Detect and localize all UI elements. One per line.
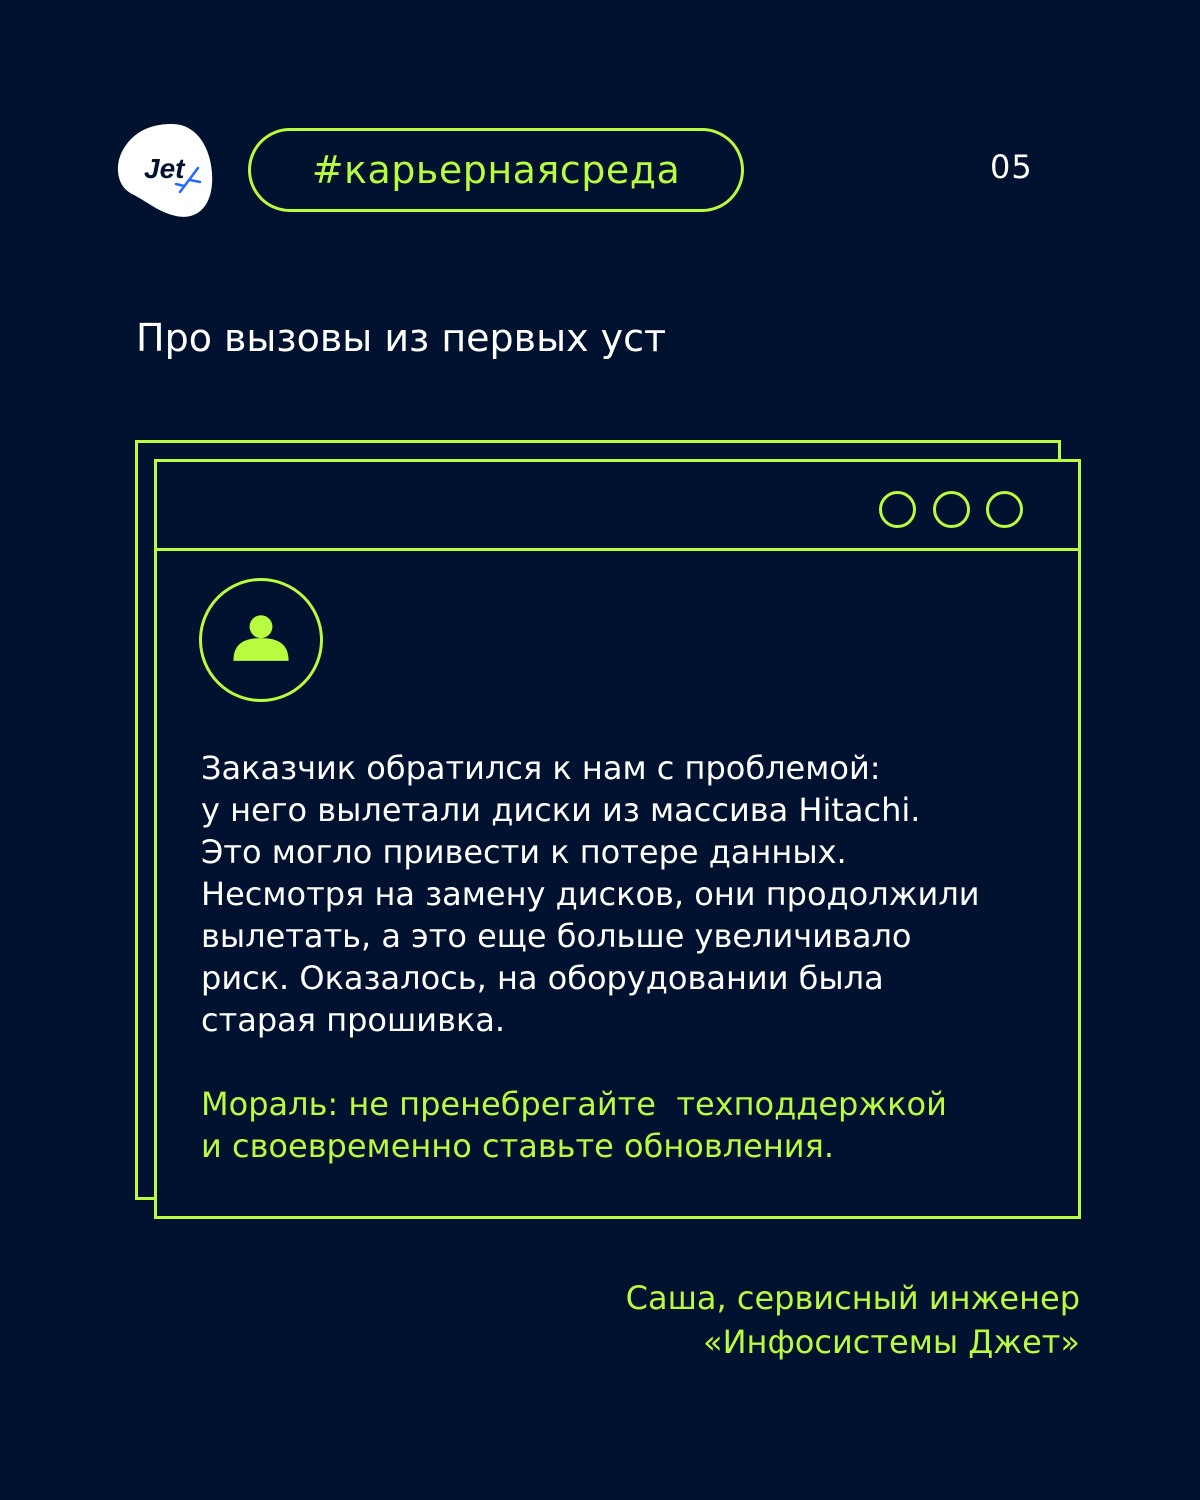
story-line: риск. Оказалось, на оборудовании была [201, 959, 884, 997]
author-company: «Инфосистемы Джет» [703, 1323, 1080, 1361]
jet-logo-icon [114, 118, 218, 222]
window-titlebar [157, 462, 1078, 551]
page-number: 05 [990, 148, 1033, 186]
story-line: у него вылетали диски из массива Hitachi. [201, 791, 921, 829]
message-window [154, 459, 1081, 1219]
jet-logo [114, 118, 218, 222]
story-line: старая прошивка. [201, 1001, 506, 1039]
moral-line: и своевременно ставьте обновления. [201, 1127, 834, 1165]
moral-text [201, 1083, 1071, 1167]
author-name-role: Саша, сервисный инженер [625, 1279, 1080, 1317]
moral-line: Мораль: не пренебрегайте техподдержкой [201, 1085, 947, 1123]
story-line: Это могло привести к потере данных. [201, 833, 847, 871]
page-title: Про вызовы из первых уст [136, 316, 667, 360]
story-line: Несмотря на замену дисков, они продолжили [201, 875, 980, 913]
logo-text: Jet [144, 153, 185, 184]
avatar [199, 578, 323, 702]
user-icon [202, 581, 320, 699]
hashtag-badge [248, 128, 744, 212]
story-text [201, 747, 1071, 1041]
story-line: Заказчик обратился к нам с проблемой: [201, 749, 881, 787]
hashtag-text: #карьернаясреда [311, 148, 681, 192]
story-line: вылетать, а это еще больше увеличивало [201, 917, 912, 955]
window-dot-1 [879, 491, 916, 528]
author-signature [626, 1276, 1080, 1364]
window-dot-2 [933, 491, 970, 528]
window-dot-3 [986, 491, 1023, 528]
